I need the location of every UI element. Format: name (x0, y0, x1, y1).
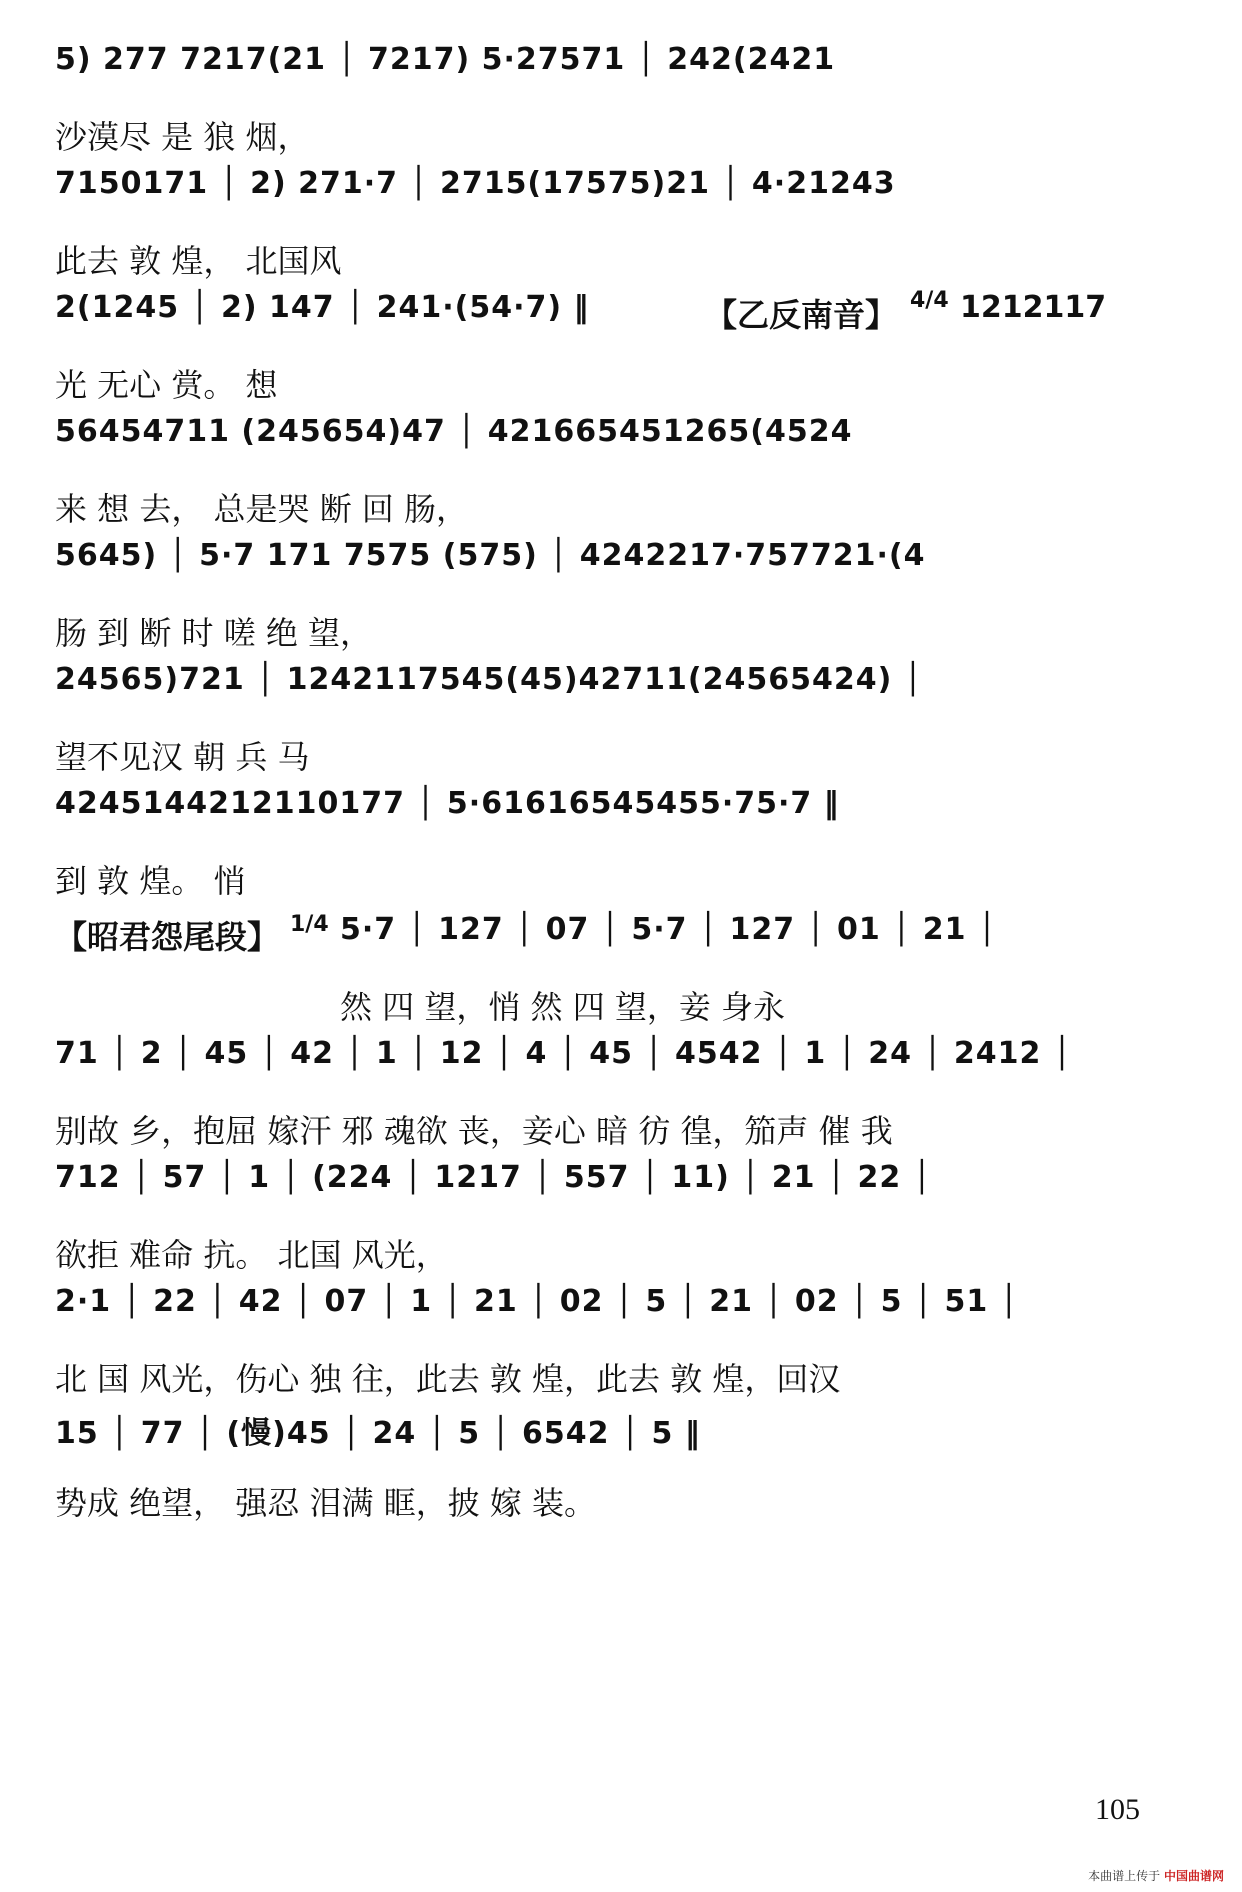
page-number: 105 (1095, 1793, 1140, 1826)
notation-line: 2(1245 │ 2) 147 │ 241·(54·7) ‖ (55, 290, 590, 325)
upload-credit-prefix: 本曲谱上传于 (1088, 1869, 1161, 1883)
notation-line: 5645) │ 5·7 171 7575 (575) │ 4242217·757721·(4 (55, 538, 926, 573)
time-signature: 1/4 (290, 912, 329, 937)
notation-line: 712 │ 57 │ 1 │ (224 │ 1217 │ 557 │ 11) │ 21 │ 22 │ (55, 1160, 932, 1195)
notation-line: 5) 277 7217(21 │ 7217) 5·27571 │ 242(2421 (55, 42, 836, 77)
lyric-line: 沙漠尽 是 狼 烟， (55, 118, 310, 156)
lyric-line: 北 国 风光，伤心 独 往，此去 敦 煌，此去 敦 煌，回汉 (55, 1360, 841, 1398)
notation-line: 71 │ 2 │ 45 │ 42 │ 1 │ 12 │ 4 │ 45 │ 4542 │ 1 │ 24 │ 2412 │ (55, 1036, 1072, 1071)
lyric-line: 到 敦 煌。 悄 (55, 862, 246, 900)
upload-credit (1088, 1867, 1224, 1884)
notation-line: 56454711 (245654)47 │ 421665451265(4524 (55, 414, 853, 449)
lyric-line: 来 想 去， 总是哭 断 回 肠， (55, 490, 469, 528)
lyric-line: 欲拒 难命 抗。 北国 风光， (55, 1236, 448, 1274)
lyric-line: 此去 敦 煌， 北国风 (55, 242, 342, 280)
lyric-line: 肠 到 断 时 嗟 绝 望， (55, 614, 373, 652)
notation-line: 4245144212110177 │ 5·61616545455·75·7 ‖ (55, 786, 840, 821)
lyric-line: 势成 绝望， 强忍 泪满 眶，披 嫁 装。 (55, 1484, 597, 1522)
site-brand[interactable]: 中国曲谱网 (1163, 1869, 1224, 1883)
notation-line: 2·1 │ 22 │ 42 │ 07 │ 1 │ 21 │ 02 │ 5 │ 21 │ 02 │ 5 │ 51 │ (55, 1284, 1019, 1319)
section-label-yifan: 【乙反南音】 (705, 296, 898, 334)
lyric-line: 然 四 望，悄 然 四 望，妾 身永 (340, 988, 786, 1026)
time-signature: 4/4 (910, 288, 949, 313)
notation-line: 24565)721 │ 1242117545(45)42711(24565424) │ (55, 662, 923, 697)
lyric-line: 光 无心 赏。 想 (55, 366, 278, 404)
notation-line: 15 │ 77 │ (慢)45 │ 24 │ 5 │ 6542 │ 5 ‖ (55, 1416, 701, 1451)
section-label-zhaojun: 【昭君怨尾段】 (55, 918, 280, 956)
lyric-line: 望不见汉 朝 兵 马 (55, 738, 310, 776)
notation-line: 7150171 │ 2) 271·7 │ 2715(17575)21 │ 4·21243 (55, 166, 896, 201)
notation-line: 5·7 │ 127 │ 07 │ 5·7 │ 127 │ 01 │ 21 │ (340, 912, 997, 947)
lyric-line: 别故 乡，抱屈 嫁汗 邪 魂欲 丧，妾心 暗 彷 徨，笳声 催 我 (55, 1112, 893, 1150)
notation-fragment: 1212117 (960, 290, 1107, 325)
